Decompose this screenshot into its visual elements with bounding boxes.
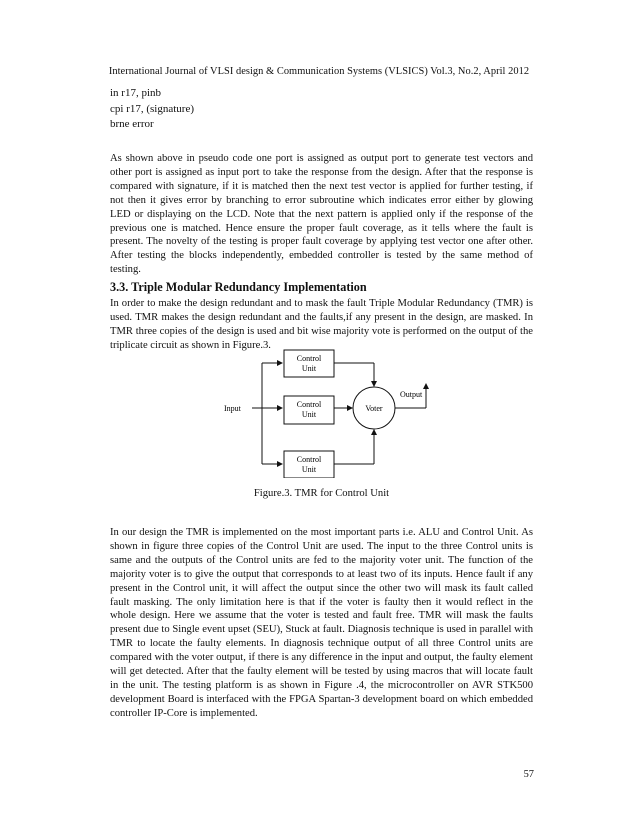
code-line: brne error xyxy=(110,118,154,130)
input-label: Input xyxy=(224,404,241,413)
control-unit-label-3a: Control xyxy=(296,455,322,464)
journal-header: International Journal of VLSI design & Communication Systems (VLSICS) Vol.3, No.2, April 2012 xyxy=(108,66,530,77)
pseudo-code-block xyxy=(110,86,194,133)
output-label: Output xyxy=(400,390,423,399)
section-title: 3.3. Triple Modular Redundancy Implementation xyxy=(110,280,367,294)
figure-caption: Figure.3. TMR for Control Unit xyxy=(253,488,390,499)
code-line: cpi r17, (signature) xyxy=(110,102,194,115)
control-unit-label-2b: Unit xyxy=(301,410,317,419)
page-number: 57 xyxy=(523,769,534,780)
tmr-diagram xyxy=(220,346,440,478)
paragraph-tmr-intro: In order to make the design redundant and to mask the fault Triple Modular Redundancy (TMR) is used. TMR makes the design redundant and the faults,if any present in the design, are masked. In TMR three copies of the design is used and bit wise majority vote is performed on the output of the triplicate circuit as shown in Figure.3. xyxy=(110,298,533,351)
control-unit-label-2a: Control xyxy=(296,400,322,409)
control-unit-label-3b: Unit xyxy=(301,465,317,474)
code-line: in r17, pinb xyxy=(110,87,162,99)
paragraph-testing-method: As shown above in pseudo code one port is assigned as output port to generate test vectors and other port is assigned as input port to take the response from the design. After that the response is compared with signature, if it is matched then the next test vector is applied for further testing, if not then it gives error by branching to error subroutine which indicates error either by glowing LED or displaying on the LCD. Note that the next pattern is applied only if the response of the previous one is matched. Hence ensure the proper fault coverage, as it tells where the fault is present. The novelty of the testing is proper fault coverage by applying test vector one after other. After testing the blocks independently, embedded controller is tested by the same method of testing. xyxy=(110,153,533,276)
tmr-diagram-svg xyxy=(220,346,440,478)
paragraph-tmr-design: In our design the TMR is implemented on the most important parts i.e. ALU and Control Unit. As shown in figure three copies of the Control Unit are used. The input to the three Control units is same and the outputs of the Control units are fed to the majority voter unit. The function of the majority voter is to give the output that corresponds to at least two of its inputs. Hence fault if any present in the Control unit, it will affect the output since the other two will mask its fault called fault masking. The only limitation here is that if the voter is faulty then it would reflect in the whole design. Here we assume that the voter is tested and fault free. TMR will mask the faults present due to Single event upset (SEU), Stuck at fault. Diagnosis technique is used in parallel with TMR to locate the faulty elements. In diagnosis technique output of all three Control units are compared with the voter output, if there is any difference in the input and output, the faulty element will get detected. After that the faulty element will be tested by using macros that will locate fault in the unit. The testing platform is as shown in Figure .4, the microcontroller on AVR STK500 development Board is interfaced with the FPGA Spartan-3 development board on which embedded controller IP-Core is implemented. xyxy=(110,527,533,719)
control-unit-label-1b: Unit xyxy=(301,364,317,373)
voter-label: Voter xyxy=(365,404,383,413)
control-unit-label-1a: Control xyxy=(296,354,322,363)
